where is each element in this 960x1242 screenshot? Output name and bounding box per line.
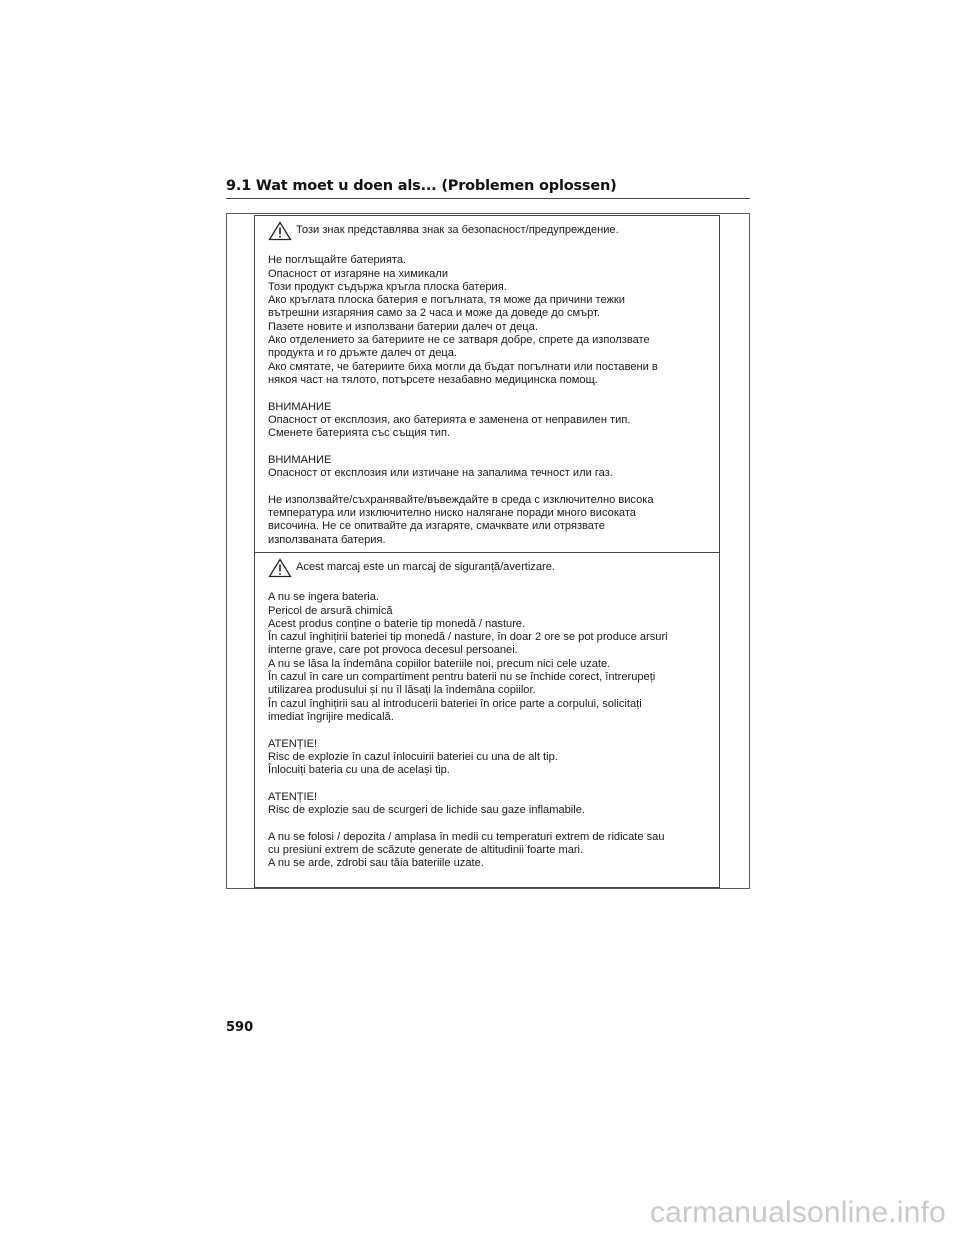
bg-final-line: температура или изключително ниско налягане поради много високата: [268, 506, 636, 519]
ro-line: În cazul înghițirii sau al introducerii bateriei în orice parte a corpului, solicitați: [268, 697, 642, 710]
ro-line: Pericol de arsură chimică: [268, 604, 393, 617]
warning-box: [254, 215, 720, 888]
ro-line: utilizarea produsului și nu îl lăsați la îndemâna copiilor.: [268, 684, 536, 697]
bg-line: Опасност от изгаряне на химикали: [268, 267, 449, 280]
bg-line: Ако смятате, че батериите биха могли да бъдат погълнати или поставени в: [268, 360, 658, 373]
ro-line: Acest produs conține o baterie tip monedă / nasture.: [268, 617, 526, 630]
bg-final-line: Не използвайте/съхранявайте/въвеждайте в среда с изключително висока: [268, 493, 654, 506]
ro-caution-title: ATENȚIE!: [268, 790, 318, 803]
ro-line: În cazul în care un compartiment pentru baterii nu se închide corect, întrerupeți: [268, 671, 656, 684]
warning-triangle-icon: [268, 221, 292, 241]
bg-caution-line: Сменете батерията със същия тип.: [268, 427, 451, 440]
bg-caution-line: Опасност от експлозия, ако батерията е заменена от неправилен тип.: [268, 413, 631, 426]
ro-line: A nu se ingera bateria.: [268, 591, 380, 604]
watermark: carmanualsonline.info: [649, 1196, 946, 1229]
ro-line: imediat îngrijire medicală.: [268, 710, 394, 723]
ro-caution-line: Înlocuiți bateria cu una de același tip.: [268, 764, 450, 777]
bg-final-line: използваната батерия.: [268, 533, 386, 546]
page-number: 590: [226, 1020, 254, 1035]
symbol-text-bg: Този знак представлява знак за безопасност/предупреждение.: [296, 224, 619, 237]
symbol-line-bg: [268, 221, 711, 241]
bg-final-line: височина. Не се опитвайте да изгаряте, смачквате или отрязвате: [268, 520, 605, 533]
ro-line: În cazul înghițirii bateriei tip monedă / nasture, în doar 2 ore se pot produce arsuri: [268, 631, 668, 644]
bg-line: някоя част на тялото, потърсете незабавно медицинска помощ.: [268, 373, 598, 386]
bg-line: Този продукт съдържа кръгла плоска батерия.: [268, 280, 507, 293]
bg-line: Пазете новите и използвани батерии далеч от деца.: [268, 320, 538, 333]
ro-final-line: A nu se folosi / depozita / amplasa în medii cu temperaturi extrem de ridicate sau: [268, 830, 665, 843]
ro-final-line: A nu se arde, zdrobi sau tăia bateriile uzate.: [268, 857, 484, 870]
ro-caution-line: Risc de explozie sau de scurgeri de lichide sau gaze inflamabile.: [268, 804, 585, 817]
section-bulgarian: [255, 216, 719, 552]
header-divider: [226, 198, 750, 199]
bg-caution-line: Опасност от експлозия или изтичане на запалима течност или газ.: [268, 467, 613, 480]
bg-caution-title: ВНИМАНИЕ: [268, 453, 332, 466]
bg-line: вътрешни изгаряния само за 2 часа и може да доведе до смърт.: [268, 307, 600, 320]
ro-caution-title: ATENȚIE!: [268, 737, 318, 750]
bg-caution-title: ВНИМАНИЕ: [268, 400, 332, 413]
symbol-line-ro: [268, 558, 711, 578]
section-header-title: 9.1 Wat moet u doen als... (Problemen oplossen): [226, 178, 617, 194]
bg-line: Не поглъщайте батерията.: [268, 254, 407, 267]
ro-caution-line: Risc de explozie în cazul înlocuirii bateriei cu una de alt tip.: [268, 750, 558, 763]
ro-line: interne grave, care pot provoca decesul persoanei.: [268, 644, 518, 657]
bg-line: Ако кръглата плоска батерия е погълната, тя може да причини тежки: [268, 294, 625, 307]
symbol-text-ro: Acest marcaj este un marcaj de siguranță/avertizare.: [296, 561, 555, 574]
section-romanian: [255, 552, 719, 887]
bg-line: продукта и го дръжте далеч от деца.: [268, 347, 457, 360]
warning-triangle-icon: [268, 558, 292, 578]
ro-final-line: cu presiuni extrem de scăzute generate de altitudinii foarte mari.: [268, 843, 584, 856]
bg-line: Ако отделението за батериите не се затваря добре, спрете да използвате: [268, 334, 650, 347]
ro-line: A nu se lăsa la îndemâna copiilor bateriile noi, precum nici cele uzate.: [268, 657, 611, 670]
